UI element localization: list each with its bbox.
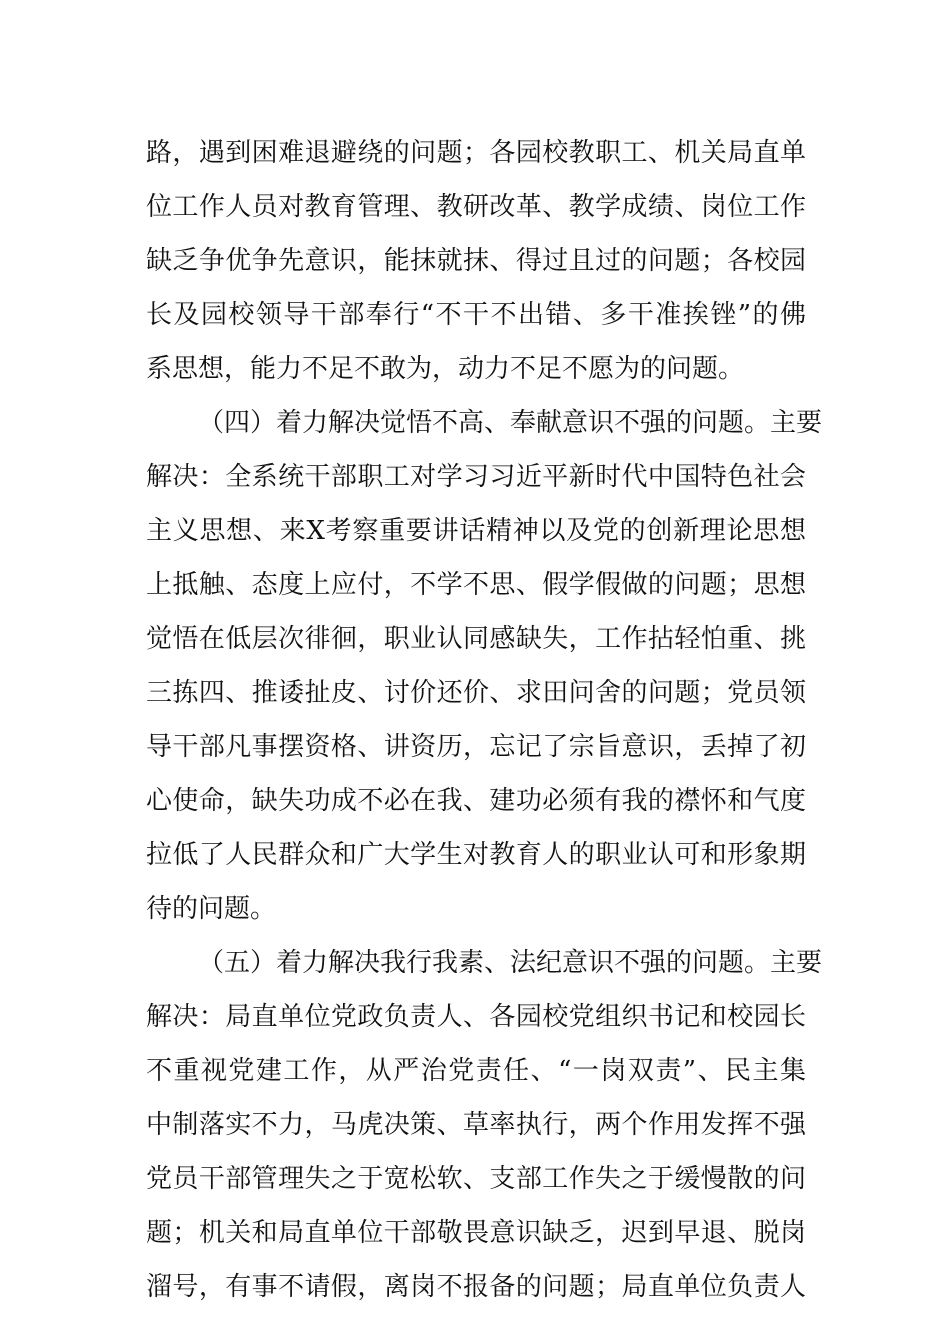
text-line: 心使命，缺失功成不必在我、建功必须有我的襟怀和气度 [146,786,806,816]
text-line: （四）着力解决觉悟不高、奉献意识不强的问题。主要 [198,408,823,438]
text-line: 位工作人员对教育管理、教研改革、教学成绩、岗位工作 [146,192,806,222]
text-line: 导干部凡事摆资格、讲资历，忘记了宗旨意识，丢掉了初 [146,732,806,762]
text-line: 不重视党建工作，从严治党责任、“一岗双责”、民主集 [146,1056,806,1086]
text-line: 缺乏争优争先意识，能抹就抹、得过且过的问题；各校园 [146,246,806,276]
text-line: 待的问题。 [146,894,277,924]
text-line: 长及园校领导干部奉行“不干不出错、多干准挨锉”的佛 [146,300,806,330]
text-line: 党员干部管理失之于宽松软、支部工作失之于缓慢散的问 [146,1164,806,1194]
text-line: 系思想，能力不足不敢为，动力不足不愿为的问题。 [146,354,745,384]
text-line: 解决：全系统干部职工对学习习近平新时代中国特色社会 [146,462,806,492]
text-line: 觉悟在低层次徘徊，职业认同感缺失，工作拈轻怕重、挑 [146,624,806,654]
text-line: 路，遇到困难退避绕的问题；各园校教职工、机关局直单 [146,138,806,168]
text-line: 中制落实不力，马虎决策、草率执行，两个作用发挥不强 [146,1110,806,1140]
text-line: 三拣四、推诿扯皮、讨价还价、求田问舍的问题；党员领 [146,678,806,708]
text-line: 上抵触、态度上应付，不学不思、假学假做的问题；思想 [146,570,806,600]
text-line: 拉低了人民群众和广大学生对教育人的职业认可和形象期 [146,840,806,870]
text-line: 题；机关和局直单位干部敬畏意识缺乏，迟到早退、脱岗 [146,1218,806,1248]
document-body [146,126,823,1314]
text-line: 解决：局直单位党政负责人、各园校党组织书记和校园长 [146,1002,806,1032]
text-line: 溜号，有事不请假，离岗不报备的问题；局直单位负责人 [146,1272,806,1302]
text-line: 主义思想、来X考察重要讲话精神以及党的创新理论思想 [146,516,806,546]
text-line: （五）着力解决我行我素、法纪意识不强的问题。主要 [198,948,823,978]
